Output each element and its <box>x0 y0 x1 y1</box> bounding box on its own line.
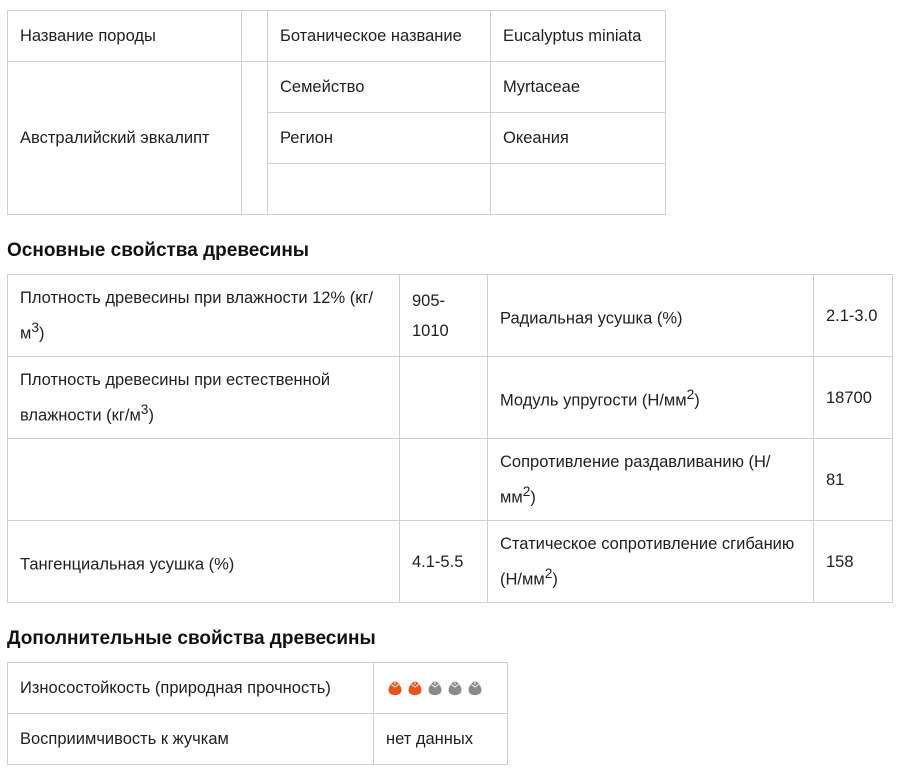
property-label: Радиальная усушка (%) <box>488 275 814 357</box>
property-value <box>400 357 488 439</box>
extra-properties-heading: Дополнительные свойства древесины <box>7 628 376 649</box>
leaf-icon-empty <box>446 679 464 697</box>
table-row <box>8 11 666 62</box>
species-name-value: Австралийский эвкалипт <box>8 62 242 215</box>
table-row <box>8 521 893 603</box>
insects-value: нет данных <box>374 714 508 765</box>
property-value: 18700 <box>814 357 893 439</box>
species-name-label: Название породы <box>8 11 242 62</box>
durability-rating-cell <box>374 663 508 714</box>
property-label: Плотность древесины при влажности 12% $(кг/м^3)$ <box>8 275 400 357</box>
family-label: Семейство <box>268 62 491 113</box>
empty-label-cell <box>268 164 491 215</box>
table-row <box>8 275 893 357</box>
species-info-table <box>7 10 666 215</box>
durability-rating <box>386 679 495 697</box>
property-label: Модуль упругости $(Н/мм^2)$ <box>488 357 814 439</box>
region-value: Океания <box>491 113 666 164</box>
property-label: Тангенциальная усушка (%) <box>8 521 400 603</box>
region-label: Регион <box>268 113 491 164</box>
durability-label: Износостойкость (природная прочность) <box>8 663 374 714</box>
leaf-icon-empty <box>426 679 444 697</box>
leaf-icon-filled <box>386 679 404 697</box>
property-label: Сопротивление раздавливанию $(Н/мм^2)$ <box>488 439 814 521</box>
property-label <box>8 439 400 521</box>
table-row <box>8 439 893 521</box>
table-row <box>8 714 508 765</box>
main-properties-heading: Основные свойства древесины <box>7 240 310 261</box>
leaf-icon-empty <box>466 679 484 697</box>
insects-label: Восприимчивость к жучкам <box>8 714 374 765</box>
table-row <box>8 357 893 439</box>
extra-properties-table <box>7 662 508 765</box>
family-value: Myrtaceae <box>491 62 666 113</box>
table-row <box>8 62 666 113</box>
property-label: Плотность древесины при естественной влажности $(кг/м^3)$ <box>8 357 400 439</box>
property-value <box>400 439 488 521</box>
empty-value-cell <box>491 164 666 215</box>
main-properties-table <box>7 274 893 603</box>
spacer-cell <box>242 11 268 62</box>
property-label: Статическое сопротивление сгибанию $(Н/мм^2)$ <box>488 521 814 603</box>
botanical-name-label: Ботаническое название <box>268 11 491 62</box>
property-value: 158 <box>814 521 893 603</box>
property-value: 81 <box>814 439 893 521</box>
property-value: 2.1-3.0 <box>814 275 893 357</box>
leaf-icon-filled <box>406 679 424 697</box>
table-row <box>8 663 508 714</box>
property-value: 4.1-5.5 <box>400 521 488 603</box>
botanical-name-value: Eucalyptus miniata <box>491 11 666 62</box>
property-value: 905-1010 <box>400 275 488 357</box>
spacer-cell <box>242 62 268 215</box>
